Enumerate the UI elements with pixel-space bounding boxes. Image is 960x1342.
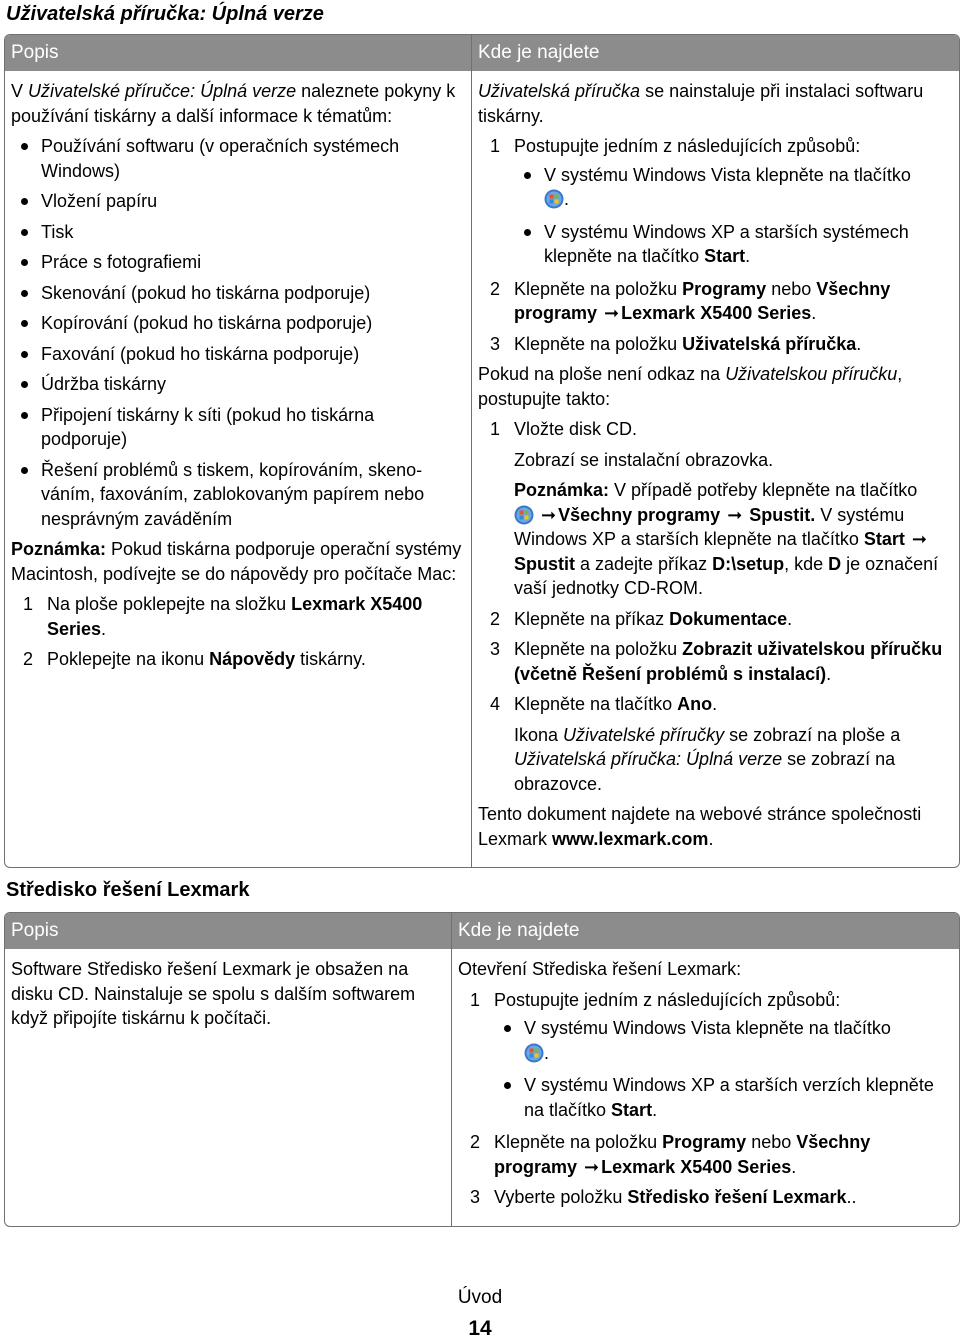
arrow-right-icon: ➞ [911,529,927,549]
windows-start-icon [514,505,534,525]
page-number: 14 [468,1317,492,1340]
column-header-location: Kde je najdete [471,35,959,71]
arrow-right-icon: ➞ [727,504,743,525]
open-heading: Otevření Střediska řešení Lexmark: [458,959,742,979]
mac-steps [11,592,465,672]
section-title: Středisko řešení Lexmark [6,879,250,901]
column-header-description: Popis [5,35,471,71]
cd-steps [478,417,953,796]
description-cell [5,71,471,867]
intro-text: V Uživatelské příručce: Úplná verze naleznete pokyny k používání tiskárny a další informace k tématům: [11,81,456,126]
location-cell [471,71,959,867]
xp-option: V systému Windows XP a starších verzích klepněte na tlačítko Start. [494,1073,953,1122]
open-steps [478,134,953,356]
install-text: Uživatelská příručka se nainstaluje při instalaci softwaru tiskárny. [478,81,924,126]
footer-section: Úvod [457,1287,503,1308]
topic-item: Vložení papíru [11,189,465,214]
cd-step-4: 4 Klepněte na tlačítko Ano. Ikona Uživatelské příručky se zobrazí na ploše a Uživatelská příručka: Úplná verze se zobrazí na obrazovce. [478,692,953,796]
topic-item: Připojení tiskárny k síti (pokud ho tiskárna podporuje) [11,403,465,452]
cd-step-1: 1 Vložte disk CD. Zobrazí se instalační obrazovka. Poznámka: V případě potřeby klepněte na tlačítko ➞ Všechny programy ➞ Spustit. V systému Windows XP a starších klepněte na tlačítko Start ➞ Spustit a zadejte příkaz D:\setup, kde D je označení vaší jednotky CD-ROM. [478,417,953,601]
vista-option: V systému Windows Vista klepněte na tlačítko . [514,163,953,212]
windows-start-icon [524,1043,544,1063]
sc-step-2: 2 Klepněte na položku Programy nebo Všechny programy ➞ Lexmark X5400 Series. [458,1130,953,1179]
topic-item: Kopírování (pokud ho tiskárna podporuje) [11,311,465,336]
mac-note: Poznámka: Pokud tiskárna podporuje operační systémy Macintosh, podívejte se do nápovědy pro počítače Mac: [11,539,462,584]
open-step-3: 3 Klepněte na položku Uživatelská příručka. [490,333,862,354]
cd-step-2: 2 Klepněte na příkaz Dokumentace. [490,608,793,629]
open-step-2: 2 Klepněte na položku Programy nebo Všechny programy ➞ Lexmark X5400 Series. [478,277,953,326]
website-text: Tento dokument najdete na webové stránce společnosti Lexmark www.lexmark.com. [478,804,922,849]
topic-item: Údržba tiskárny [11,372,465,397]
location-cell [451,949,959,1226]
sc-step-3: 3 Vyberte položku Středisko řešení Lexmark.. [470,1187,857,1207]
open-step-1: 1 Postupujte jedním z následujících způsobů: V systému Windows Vista klepněte na tlačítko . V systému Windows XP a starších systémech klepněte na tlačítko Start. [478,134,953,269]
arrow-right-icon: ➞ [604,303,620,323]
xp-option: V systému Windows XP a starších systémech klepněte na tlačítko Start. [514,220,953,269]
arrow-right-icon: ➞ [541,504,557,525]
column-header-location: Kde je najdete [451,913,959,949]
no-shortcut-text: Pokud na ploše není odkaz na Uživatelskou příručku, postupujte takto: [478,364,903,409]
solution-center-description: Software Středisko řešení Lexmark je obsažen na disku CD. Nainstaluje se spolu s dalším softwarem když připojíte tiskárnu k počítači. [11,959,416,1028]
page-title: Uživatelská příručka: Úplná verze [6,3,324,25]
windows-start-icon [544,189,564,209]
cd-step-1-note: Poznámka: V případě potřeby klepněte na tlačítko ➞ Všechny programy ➞ Spustit. V systému Windows XP a starších klepněte na tlačítko Start ➞ Spustit a zadejte příkaz D:\setup, kde D je označení vaší jednotky CD-ROM. [514,480,939,598]
topic-item: Skenování (pokud ho tiskárna podporuje) [11,281,465,306]
cd-step-1-result: Zobrazí se instalační obrazovka. [514,449,774,470]
topic-item: Tisk [11,220,465,245]
solution-center-table [4,912,960,1227]
solution-center-steps [458,988,953,1210]
description-cell [5,949,451,1226]
arrow-right-icon: ➞ [584,1156,600,1177]
topic-item: Řešení problémů s tiskem, kopírováním, skenováním, faxováním, zablokovaným papírem nebo nesprávným zaváděním [11,458,465,532]
cd-step-3: 3 Klepněte na položku Zobrazit uživatelskou příručku (včetně Řešení problémů s instalací). [490,639,943,684]
topic-item: Používání softwaru (v operačních systémech Windows) [11,134,465,183]
mac-step-2: 2 Poklepejte na ikonu Nápovědy tiskárny. [23,649,366,669]
topic-list [11,134,465,531]
mac-step-1: 1 Na ploše poklepejte na složku Lexmark X5400 Series. [23,594,423,639]
vista-option: V systému Windows Vista klepněte na tlačítko . [494,1016,953,1065]
column-header-description: Popis [5,913,451,949]
sc-step-1: 1 Postupujte jedním z následujících způsobů: V systému Windows Vista klepněte na tlačítko . V systému Windows XP a starších verzích klepněte na tlačítko Start. [458,988,953,1123]
topic-item: Faxování (pokud ho tiskárna podporuje) [11,342,465,367]
user-guide-table [4,34,960,868]
cd-step-4-result: Ikona Uživatelské příručky se zobrazí na ploše a Uživatelská příručka: Úplná verze se zobrazí na obrazovce. [514,724,901,794]
topic-item: Práce s fotografiemi [11,250,465,275]
